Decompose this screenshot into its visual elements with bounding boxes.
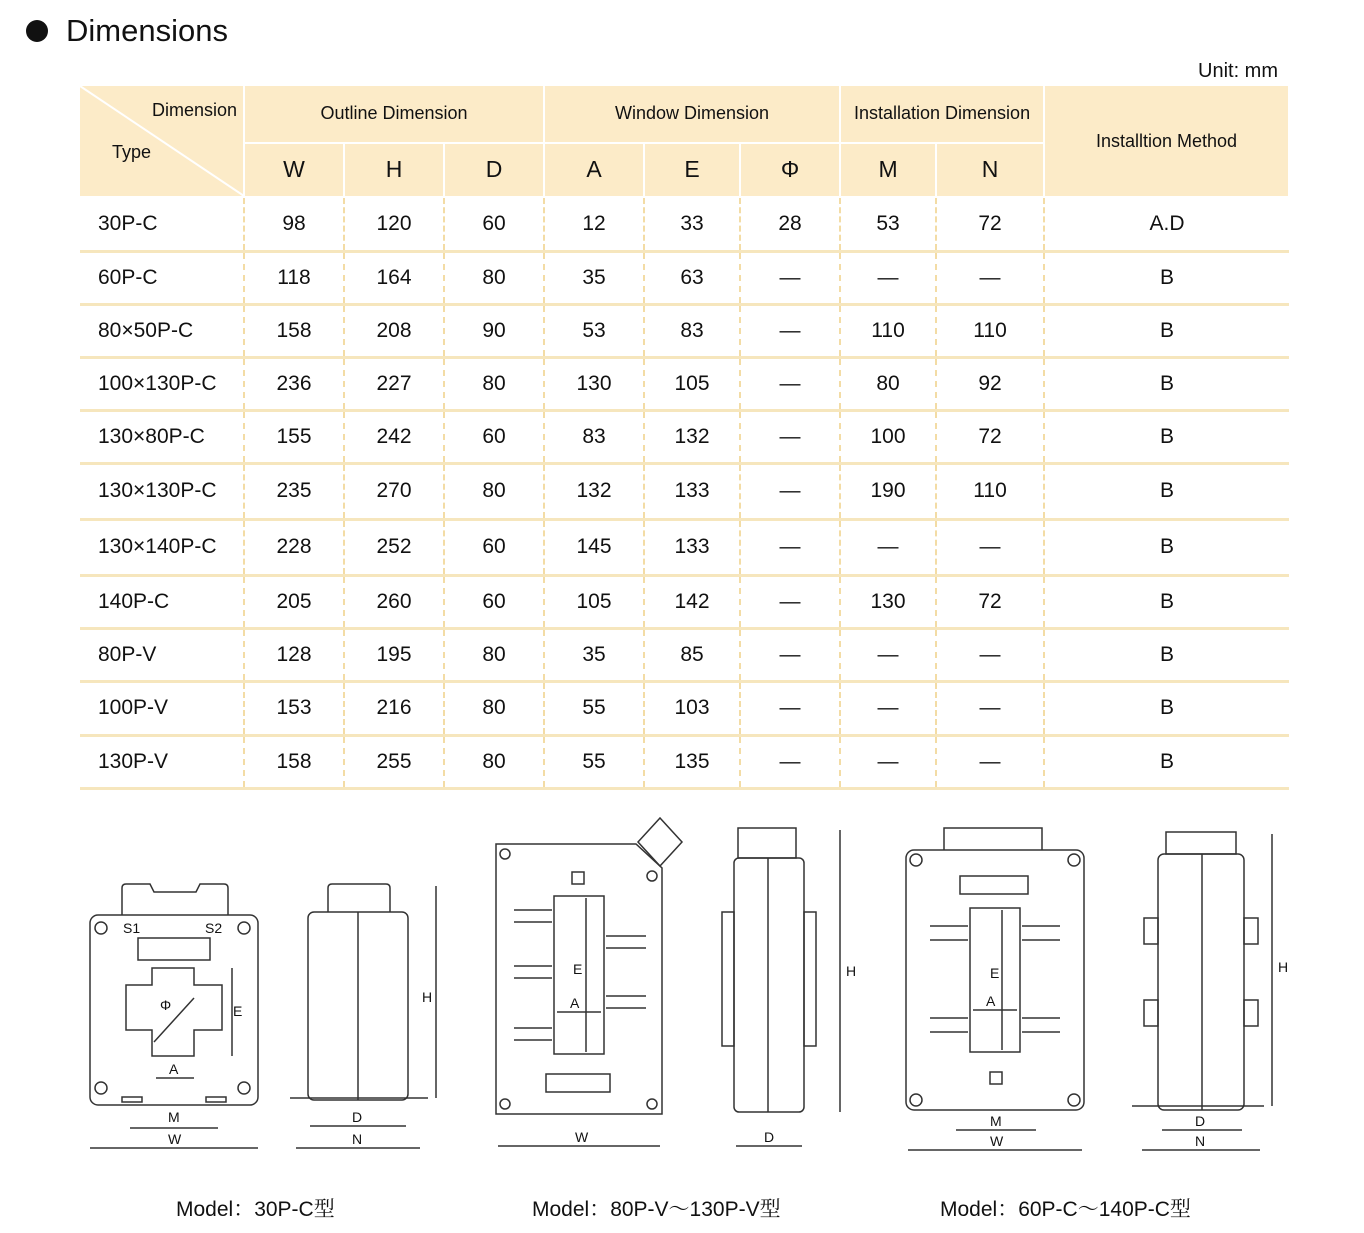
caption-30pc: Model：30P-C型 bbox=[176, 1198, 335, 1221]
value-cell: 110 bbox=[840, 304, 936, 357]
value-cell: 92 bbox=[936, 357, 1044, 410]
table-row bbox=[80, 410, 1289, 463]
header-m: M bbox=[840, 143, 936, 198]
value-cell: 80 bbox=[840, 357, 936, 410]
header-e: E bbox=[644, 143, 740, 198]
value-cell: 72 bbox=[936, 410, 1044, 463]
value-cell: 80 bbox=[444, 735, 544, 788]
value-cell: — bbox=[740, 410, 840, 463]
bullet-icon bbox=[26, 20, 48, 42]
value-cell: B bbox=[1044, 735, 1289, 788]
value-cell: 135 bbox=[644, 735, 740, 788]
drawing-80pv-side bbox=[722, 828, 840, 1146]
value-cell: 83 bbox=[544, 410, 644, 463]
header-installation: Installation Dimension bbox=[840, 86, 1044, 143]
value-cell: 72 bbox=[936, 197, 1044, 251]
value-cell: B bbox=[1044, 304, 1289, 357]
header-outline: Outline Dimension bbox=[244, 86, 544, 143]
value-cell: 164 bbox=[344, 251, 444, 304]
type-cell: 130×130P-C bbox=[80, 463, 244, 519]
label-m-3: M bbox=[990, 1113, 1002, 1129]
label-a-1: A bbox=[169, 1061, 179, 1077]
label-h-3: H bbox=[1278, 959, 1289, 975]
value-cell: 158 bbox=[244, 735, 344, 788]
value-cell: 105 bbox=[644, 357, 740, 410]
value-cell: 145 bbox=[544, 519, 644, 575]
caption-140pc: Model：60P-C～140P-C型 bbox=[940, 1198, 1191, 1221]
value-cell: 190 bbox=[840, 463, 936, 519]
value-cell: 60 bbox=[444, 410, 544, 463]
corner-header bbox=[80, 86, 244, 197]
table-row bbox=[80, 463, 1289, 519]
value-cell: 80 bbox=[444, 463, 544, 519]
header-h: H bbox=[344, 143, 444, 198]
value-cell: 105 bbox=[544, 575, 644, 628]
value-cell: 83 bbox=[644, 304, 740, 357]
label-phi: Φ bbox=[160, 997, 172, 1013]
label-n-1: N bbox=[352, 1131, 363, 1147]
table-row bbox=[80, 681, 1289, 735]
value-cell: 60 bbox=[444, 519, 544, 575]
value-cell: 133 bbox=[644, 519, 740, 575]
type-cell: 80P-V bbox=[80, 628, 244, 681]
value-cell: — bbox=[840, 681, 936, 735]
value-cell: 235 bbox=[244, 463, 344, 519]
type-cell: 130P-V bbox=[80, 735, 244, 788]
value-cell: 100 bbox=[840, 410, 936, 463]
label-e-1: E bbox=[233, 1003, 243, 1019]
value-cell: — bbox=[840, 251, 936, 304]
label-d-1: D bbox=[352, 1109, 363, 1125]
value-cell: 208 bbox=[344, 304, 444, 357]
table-row bbox=[80, 628, 1289, 681]
value-cell: 242 bbox=[344, 410, 444, 463]
label-s1: S1 bbox=[123, 920, 141, 936]
drawing-140pc-front bbox=[906, 828, 1084, 1150]
value-cell: 120 bbox=[344, 197, 444, 251]
header-d: D bbox=[444, 143, 544, 198]
value-cell: — bbox=[936, 628, 1044, 681]
type-cell: 100P-V bbox=[80, 681, 244, 735]
value-cell: 227 bbox=[344, 357, 444, 410]
value-cell: 205 bbox=[244, 575, 344, 628]
value-cell: B bbox=[1044, 628, 1289, 681]
type-cell: 140P-C bbox=[80, 575, 244, 628]
value-cell: — bbox=[740, 519, 840, 575]
value-cell: 98 bbox=[244, 197, 344, 251]
value-cell: 55 bbox=[544, 681, 644, 735]
drawing-30pc-side bbox=[290, 884, 436, 1148]
value-cell: 155 bbox=[244, 410, 344, 463]
label-d-2: D bbox=[764, 1129, 775, 1145]
label-w-1: W bbox=[168, 1131, 182, 1147]
value-cell: — bbox=[840, 735, 936, 788]
label-d-3: D bbox=[1195, 1113, 1206, 1129]
value-cell: B bbox=[1044, 575, 1289, 628]
type-cell: 80×50P-C bbox=[80, 304, 244, 357]
value-cell: 132 bbox=[644, 410, 740, 463]
dimension-drawings bbox=[0, 800, 1364, 1180]
value-cell: 130 bbox=[840, 575, 936, 628]
value-cell: 85 bbox=[644, 628, 740, 681]
value-cell: 35 bbox=[544, 628, 644, 681]
value-cell: — bbox=[740, 735, 840, 788]
value-cell: 236 bbox=[244, 357, 344, 410]
header-window: Window Dimension bbox=[544, 86, 840, 143]
value-cell: 53 bbox=[544, 304, 644, 357]
value-cell: B bbox=[1044, 357, 1289, 410]
value-cell: 270 bbox=[344, 463, 444, 519]
value-cell: — bbox=[740, 463, 840, 519]
value-cell: — bbox=[840, 628, 936, 681]
type-cell: 30P-C bbox=[80, 197, 244, 251]
value-cell: 53 bbox=[840, 197, 936, 251]
table-row bbox=[80, 575, 1289, 628]
drawing-80pv-front bbox=[496, 818, 682, 1146]
label-m-1: M bbox=[168, 1109, 180, 1125]
table-row bbox=[80, 519, 1289, 575]
table-row bbox=[80, 357, 1289, 410]
label-w-3: W bbox=[990, 1133, 1004, 1149]
value-cell: 133 bbox=[644, 463, 740, 519]
header-w: W bbox=[244, 143, 344, 198]
value-cell: 35 bbox=[544, 251, 644, 304]
value-cell: 103 bbox=[644, 681, 740, 735]
corner-dimension-label: Dimension bbox=[151, 100, 237, 120]
value-cell: — bbox=[936, 519, 1044, 575]
value-cell: — bbox=[740, 628, 840, 681]
value-cell: 228 bbox=[244, 519, 344, 575]
label-n-3: N bbox=[1195, 1133, 1206, 1149]
type-cell: 130×80P-C bbox=[80, 410, 244, 463]
value-cell: 80 bbox=[444, 357, 544, 410]
value-cell: 132 bbox=[544, 463, 644, 519]
value-cell: — bbox=[740, 357, 840, 410]
value-cell: 80 bbox=[444, 251, 544, 304]
label-h-2: H bbox=[846, 963, 857, 979]
value-cell: 130 bbox=[544, 357, 644, 410]
value-cell: 80 bbox=[444, 628, 544, 681]
value-cell: 158 bbox=[244, 304, 344, 357]
label-h-1: H bbox=[422, 989, 433, 1005]
value-cell: — bbox=[936, 681, 1044, 735]
value-cell: 110 bbox=[936, 304, 1044, 357]
value-cell: — bbox=[840, 519, 936, 575]
value-cell: — bbox=[740, 575, 840, 628]
table-row bbox=[80, 251, 1289, 304]
value-cell: — bbox=[936, 735, 1044, 788]
type-cell: 60P-C bbox=[80, 251, 244, 304]
value-cell: 55 bbox=[544, 735, 644, 788]
value-cell: B bbox=[1044, 519, 1289, 575]
label-e-2: E bbox=[573, 961, 583, 977]
value-cell: 255 bbox=[344, 735, 444, 788]
header-a: A bbox=[544, 143, 644, 198]
value-cell: B bbox=[1044, 251, 1289, 304]
dimensions-table bbox=[80, 86, 1290, 790]
value-cell: B bbox=[1044, 463, 1289, 519]
value-cell: 260 bbox=[344, 575, 444, 628]
value-cell: 60 bbox=[444, 575, 544, 628]
value-cell: 142 bbox=[644, 575, 740, 628]
value-cell: — bbox=[740, 304, 840, 357]
table-row bbox=[80, 197, 1289, 251]
value-cell: B bbox=[1044, 410, 1289, 463]
caption-80pv: Model：80P-V～130P-V型 bbox=[532, 1198, 781, 1221]
header-n: N bbox=[936, 143, 1044, 198]
table-row bbox=[80, 735, 1289, 788]
value-cell: 63 bbox=[644, 251, 740, 304]
type-cell: 100×130P-C bbox=[80, 357, 244, 410]
label-s2: S2 bbox=[205, 920, 223, 936]
value-cell: 110 bbox=[936, 463, 1044, 519]
section-title: Dimensions bbox=[66, 13, 228, 48]
value-cell: 118 bbox=[244, 251, 344, 304]
value-cell: — bbox=[740, 681, 840, 735]
header-phi: Φ bbox=[740, 143, 840, 198]
label-w-2: W bbox=[575, 1129, 589, 1145]
label-e-3: E bbox=[990, 965, 1000, 981]
value-cell: 12 bbox=[544, 197, 644, 251]
type-cell: 130×140P-C bbox=[80, 519, 244, 575]
value-cell: 128 bbox=[244, 628, 344, 681]
value-cell: 195 bbox=[344, 628, 444, 681]
value-cell: B bbox=[1044, 681, 1289, 735]
value-cell: 153 bbox=[244, 681, 344, 735]
value-cell: — bbox=[936, 251, 1044, 304]
value-cell: 72 bbox=[936, 575, 1044, 628]
label-a-2: A bbox=[570, 995, 580, 1011]
value-cell: 80 bbox=[444, 681, 544, 735]
value-cell: A.D bbox=[1044, 197, 1289, 251]
header-method: Installtion Method bbox=[1044, 86, 1289, 197]
value-cell: — bbox=[740, 251, 840, 304]
unit-label: Unit: mm bbox=[1198, 60, 1278, 82]
corner-type-label: Type bbox=[112, 142, 152, 162]
label-a-3: A bbox=[986, 993, 996, 1009]
value-cell: 60 bbox=[444, 197, 544, 251]
value-cell: 216 bbox=[344, 681, 444, 735]
value-cell: 33 bbox=[644, 197, 740, 251]
drawing-140pc-side bbox=[1132, 832, 1272, 1150]
value-cell: 252 bbox=[344, 519, 444, 575]
table-row bbox=[80, 304, 1289, 357]
value-cell: 90 bbox=[444, 304, 544, 357]
value-cell: 28 bbox=[740, 197, 840, 251]
